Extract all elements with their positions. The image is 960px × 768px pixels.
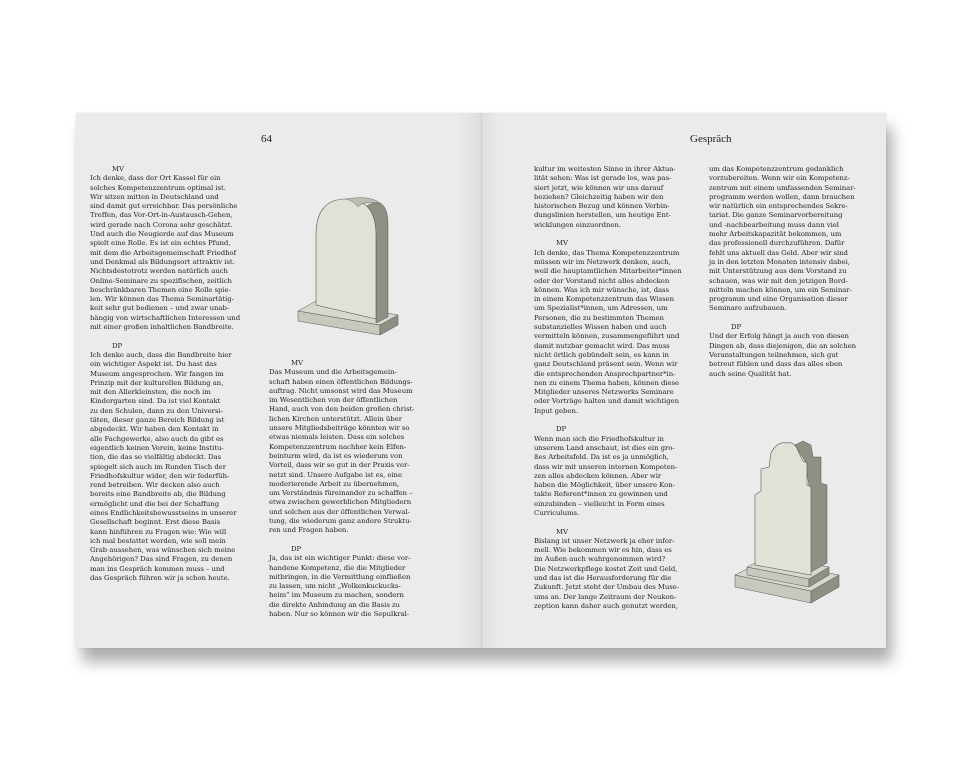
text-line: weil die hauptamtlichen Mitarbeiter*innen [534,267,682,276]
text-line: ums an. Der lange Zeitraum der Neukon- [534,592,677,601]
paragraph-gap [269,536,449,545]
text-line: mitteln machen können, um ein Seminar- [709,285,852,294]
text-line: unserem Land anschaut, ist dies ein gro- [534,443,675,452]
text-line: moderierende Arbeit zu übernehmen, [269,479,400,488]
text-line: siert jetzt, wie können wir uns darauf [534,183,664,192]
text-line: kultur im weitesten Sinne in ihrer Aktua- [534,165,676,173]
text-line: zeption kann daher auch genutzt werden, [534,601,678,610]
text-line: mit einer großen inhaltlichen Bandbreite. [90,323,234,332]
text-line: etwa zwischen gewerblichen Mitgliedern [269,498,412,507]
text-line: programm und eine Organisation dieser [709,295,848,304]
gutter-shadow-left [456,113,481,648]
text-line: mehr Arbeitskapazität bekommen, um [709,230,842,239]
text-line: bereits eine Bandbreite ab, die Bildung [90,490,226,499]
text-line: haben die Möglichkeit, über unsere Kon- [534,481,675,490]
text-line: und Denkmal als Bildungsort attraktiv ist. [90,257,235,266]
text-line: das Gespräch führen wir ja schon heute. [90,574,230,583]
text-line: etwas niemals leisten. Dass ein solches [269,433,405,442]
text-line: ßes Arbeitsfeld. Da ist es ja unmöglich, [534,453,669,462]
text-line: eigentlich keinen Verein, keine Institu- [90,443,224,452]
speaker-label: DP [731,323,742,332]
text-line: wicklungen einzuordnen. [534,220,621,229]
text-line: einzubinden – vielleicht in Form eines [534,499,665,508]
text-line: Wenn man sich die Friedhofskultur in [534,434,664,443]
left-page-column-1 [90,165,270,583]
text-line: oder Vorträge halten und damit wichtigen [534,397,679,406]
paragraph-gap [534,518,714,527]
stepped-headstone-icon [733,435,843,607]
text-line: oder der Vorstand nicht alles abdecken [534,276,670,285]
text-line: Bislang ist unser Netzwerk ja eher infor- [534,536,675,545]
text-line: ein wichtiger Aspekt ist. Du hast das [90,360,217,369]
text-line: mit Unterstützung aus dem Vorstand zu [709,267,847,276]
text-line: programm werden wollen, dann brauchen [709,192,855,201]
text-line: Treffen, das Vor-Ort-in-Austausch-Gehen, [90,211,233,220]
text-line: eines Endlichkeitsbewusstseins in unserer [90,508,237,517]
text-line: unsere Mitgliedsbeiträge könnten wir so [269,424,410,433]
speaker-label: MV [291,359,303,367]
text-line: dungslinien herstellen, um heutige Ent- [534,211,671,220]
text-line: Angehörigen? Das sind Fragen, zu denen [90,555,233,564]
text-line: Grab aussehen, was wünschen sich meine [90,546,236,555]
text-line: zen alles abdecken können. Aber wir [534,471,662,480]
paragraph-gap [90,332,270,341]
text-line: schaft haben einen öffentlichen Bildungs- [269,377,413,386]
text-line: beziehen? Gleichzeitig haben wir den [534,192,664,201]
page-number: 64 [261,133,272,145]
text-line: ermöglicht und die bei der Schaffung [90,499,220,508]
text-line: haben. Nur so können wir die Sepulkral- [269,610,410,619]
text-line: tariat. Die ganze Seminarvorbereitung [709,211,843,220]
text-line: vermitteln können, zusammengeführt und [534,332,680,341]
text-line: Ich denke auch, dass die Bandbreite hier [90,350,232,359]
text-line: und solchen aus der öffentlichen Verwal- [269,507,410,516]
text-line: vorzubereiten. Wenn wir ein Kompetenz- [709,174,850,183]
text-line: Friedhofskultur wider, den wir federfüh- [90,471,230,480]
right-page-column-1 [534,165,714,611]
text-line: damit nutzbar gemacht wird. Das muss [534,341,670,350]
text-line: Veranstaltungen teilnehmen, sich gut [709,350,839,359]
text-line: um Spezialist*innen, um Adressen, um [534,304,668,313]
book-gutter [481,113,482,648]
text-line: alle Fachgewerke, also auch da gibt es [90,434,224,443]
text-line: Und der Erfolg hängt ja auch von diesen [709,332,849,341]
text-line: um das Kompetenzzentrum gedanklich [709,165,844,173]
text-line: auch seine Qualität hat. [709,369,792,378]
text-line: tung, die wiederum ganz andere Struktu- [269,517,412,526]
text-line: zu lassen, um nicht „Wolkenkuckucks- [269,582,401,591]
text-line: mell. Wie bekommen wir es hin, dass es [534,546,672,555]
text-line: tion, die das so vielfältig abdeckt. Das [90,453,222,462]
text-line: Seminare aufzubauen. [709,304,787,313]
speaker-label: MV [556,239,568,248]
text-line: historischen Bezug und können Verbin- [534,202,670,211]
text-line: Personen, die zu bestimmten Themen [534,313,664,322]
text-line: Kompetenzzentrum nachher kein Elfen- [269,442,407,451]
text-line: mitbringen, in die Vermittlung einfließen [269,572,411,581]
text-line: das professionell durchzuführen. Dafür [709,239,845,248]
text-line: handene Kompetenz, die die Mitglieder [269,563,406,572]
text-line: Zukunft. Jetzt steht der Umbau des Muse- [534,583,680,592]
text-line: ren und Fragen haben. [269,526,349,535]
text-line: wird gerade nach Corona sehr geschätzt. [90,220,233,229]
text-line: Museum angesprochen. Wir fangen im [90,369,224,378]
speaker-label: MV [556,527,568,536]
text-line: Die Netzwerkpflege kostet Zeit und Geld, [534,564,678,573]
text-line: Online-Seminare zu spezifischen, zeitlich [90,276,232,285]
text-line: sind damit gut erreichbar. Das persönliche [90,202,238,211]
text-line: und -nachbearbeitung muss dann viel [709,220,839,229]
text-line: heim“ im Museum zu machen, sondern [269,591,404,600]
text-line: Nichtsdestotrotz werden natürlich auch [90,267,228,276]
text-line: beinturm wird, da ist es wiederum von [269,451,403,460]
text-line: Ich denke, das Thema Kompetenzzentrum [534,248,680,257]
left-page-column-2 [269,359,449,619]
text-line: zentrum mit einem umfassenden Seminar- [709,183,856,192]
text-line: solches Kompetenzzentrum optimal ist. [90,183,226,192]
text-line: können. Was ich mir wünsche, ist, dass [534,285,669,294]
text-line: netzt sind. Unsere Aufgabe ist es, eine [269,470,402,479]
paragraph-gap [534,230,714,239]
text-line: betreut fühlen und dass das alles eben [709,360,843,369]
text-line: hängig von wirtschaftlichen Interessen und [90,313,241,322]
text-line: fehlt uns aktuell das Geld. Aber wir sind [709,248,848,257]
speaker-label: DP [291,544,302,553]
text-line: um Verständnis füreinander zu schaffen – [269,489,413,498]
text-line: Dingen ab, dass diejenigen, die an solchen [709,341,857,350]
text-line: Curriculums. [534,508,580,517]
text-line: Gesellschaft beginnt. Erst diese Basis [90,518,221,527]
text-line: Das Museum und die Arbeitsgemein- [269,368,397,377]
text-line: mit den Allerkleinsten, die noch im [90,388,211,397]
text-line: auftrag. Nicht umsonst wird das Museum [269,386,413,395]
text-line: lichen Kirchen unterstützt. Allein über [269,414,402,423]
text-line: beschränkbaren Themen eine Rolle spie- [90,285,231,294]
text-line: im Wesentlichen von der öffentlichen [269,396,398,405]
text-line: täten, dieser ganze Bereich Bildung ist [90,416,225,425]
text-line: im Außen auch wahrgenommen wird? [534,555,666,564]
text-line: nicht örtlich gebündelt sein, es kann in [534,350,669,359]
text-line: rend betreiben. Wir decken also auch [90,481,220,490]
text-line: ich mal bestattet werden, wie soll mein [90,536,226,545]
text-line: ganz Deutschland präsent sein. Wenn wir [534,360,678,369]
speaker-label: MV [112,165,124,173]
text-line: in einem Kompetenzzentrum das Wissen [534,295,674,304]
text-line: Ich denke, dass der Ort Kassel für ein [90,174,221,183]
text-line: Input geben. [534,406,578,415]
speaker-label: DP [112,341,123,350]
text-line: wir natürlich ein entsprechendes Sekre- [709,202,848,211]
text-line: dass wir mit unseren internen Kompeten- [534,462,678,471]
gutter-shadow-right [482,113,500,648]
text-line: Ja, das ist ein wichtiger Punkt: diese vor- [269,554,411,563]
right-page-column-2 [709,165,889,379]
speaker-label: DP [556,425,567,434]
text-line: Und auch die Neugierde auf das Museum [90,230,234,239]
book-spread [76,113,886,648]
running-head: Gespräch [690,133,732,145]
paragraph-gap [709,314,889,323]
text-line: spielt eine Rolle. Es ist ein echtes Pfund, [90,239,231,248]
text-line: müssen wir im Netzwerk denken, auch, [534,257,671,266]
text-line: man ins Gespräch kommen muss – und [90,564,225,573]
text-line: schauen, was wir mit den jetzigen Bord- [709,276,848,285]
text-line: substanzielles Wissen haben und auch [534,323,667,332]
paragraph-gap [534,416,714,425]
text-line: Kindergarten sind. Da ist viel Kontakt [90,397,221,406]
text-line: die entsprechenden Ansprechpartner*in- [534,369,676,378]
text-line: lität sehen: Was ist gerade los, was pas- [534,174,672,183]
text-line: mit dem die Arbeitsgemeinschaft Friedhof [90,248,237,257]
text-line: Wir sitzen mitten in Deutschland und [90,192,219,201]
text-line: len. Wir können das Thema Seminartätig- [90,295,234,304]
text-line: Vorteil, dass wir so gut in der Praxis ver- [269,461,410,470]
headstone-face [755,443,811,575]
text-line: zu den Schulen, dann zu den Universi- [90,406,223,415]
text-line: spiegelt sich auch im Runden Tisch der [90,462,226,471]
text-line: Hand, auch von den beiden großen christ- [269,405,415,414]
headstone-face [316,199,376,319]
rounded-headstone-icon [296,195,400,337]
text-line: Prinzip mit der kulturellen Bildung an, [90,378,224,387]
text-line: abgedeckt. Wir haben den Kontakt in [90,425,219,434]
text-line: und das ist die Herausforderung für die [534,574,672,583]
text-line: nen zu einem Thema haben, können diese [534,378,680,387]
text-line: ja in den letzten Monaten intensiv dabei, [709,257,850,266]
text-line: die direkte Anbindung an die Basis zu [269,600,400,609]
text-line: kann hinführen zu Fragen wie: Wie will [90,527,227,536]
text-line: Mitglieder unseres Netzwerks Seminare [534,388,674,397]
text-line: takte Referent*innen zu gewinnen und [534,490,668,499]
text-line: keit sehr gut bedienen – und zwar unab- [90,304,230,313]
